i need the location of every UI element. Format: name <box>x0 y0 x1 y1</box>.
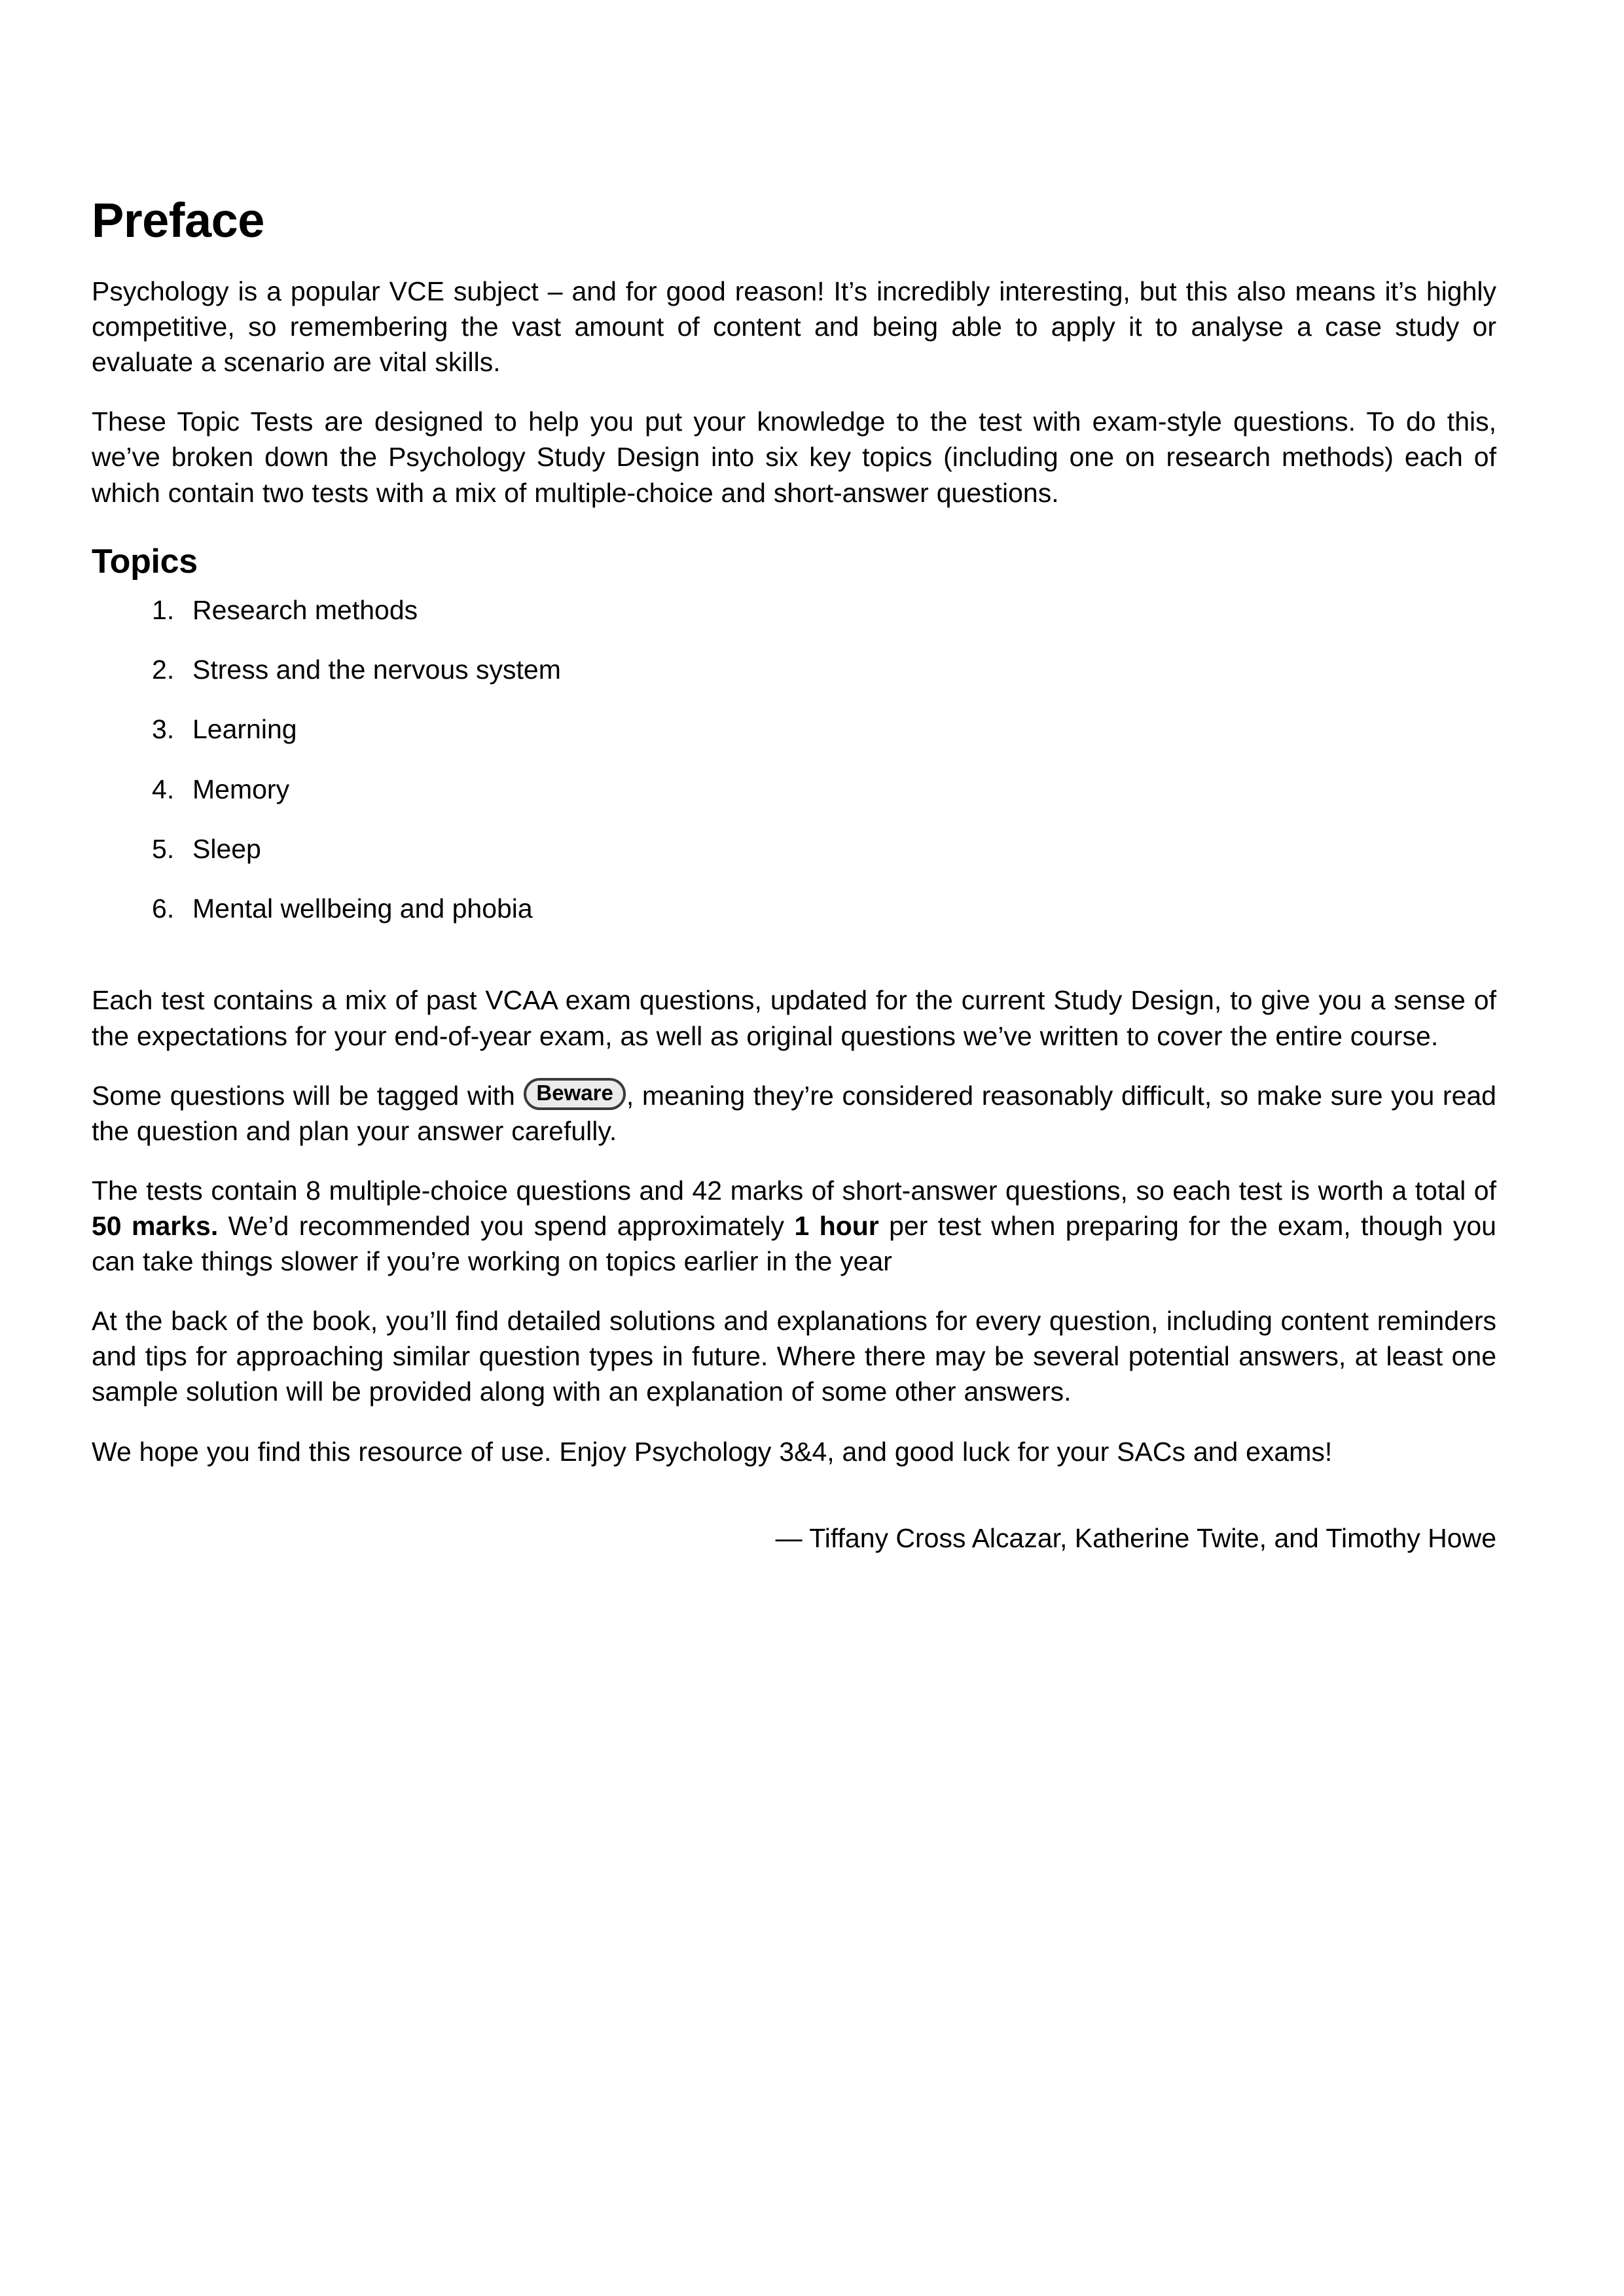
topics-heading: Topics <box>92 542 198 581</box>
paragraph-topic-tests: These Topic Tests are designed to help you put your knowledge to the test with exam-style questions. To do this, we’ve broken down the Psychology Study Design into six key topics (including one on research methods) each of which contain two tests with a mix of multiple-choice and short-answer questions. <box>92 406 1496 508</box>
paragraph-each-test: Each test contains a mix of past VCAA exam questions, updated for the current Study Design, to give you a sense of the expectations for your end-of-year exam, as well as original questions we’ve written to cover the entire course. <box>92 985 1496 1051</box>
topic-label: Memory <box>192 774 290 804</box>
author-signature: — Tiffany Cross Alcazar, Katherine Twite, and Timothy Howe <box>775 1522 1496 1553</box>
page-title: Preface <box>92 193 264 247</box>
topic-label: Sleep <box>192 833 261 864</box>
paragraph-beware <box>92 1078 1496 1149</box>
list-item <box>152 832 1496 867</box>
beware-text-before: Some questions will be tagged with <box>92 1080 524 1111</box>
marks-bold-duration: 1 hour <box>794 1210 879 1241</box>
list-item <box>152 712 1496 747</box>
beware-badge: Beware <box>524 1078 625 1110</box>
topic-label: Learning <box>192 714 297 745</box>
list-item <box>152 772 1496 807</box>
topic-label: Stress and the nervous system <box>192 654 561 685</box>
paragraph-marks <box>92 1173 1496 1279</box>
list-item <box>152 593 1496 628</box>
list-spacer <box>92 951 1496 982</box>
paragraph-intro: Psychology is a popular VCE subject – and for good reason! It’s incredibly interesting, but this also means it’s highly competitive, so remembering the vast amount of content and being able to apply it to analyse a case study or evaluate a scenario are vital skills. <box>92 276 1496 378</box>
preface-content <box>92 193 1496 1556</box>
list-item <box>152 653 1496 687</box>
topics-list <box>92 593 1496 927</box>
topic-label: Research methods <box>192 594 418 625</box>
marks-text-part3: per test when preparing for the exam, though you can take things slower if you’re working on topics earlier in the year <box>92 1210 1496 1277</box>
paragraph-closing: We hope you find this resource of use. Enjoy Psychology 3&4, and good luck for your SACs and exams! <box>92 1436 1333 1467</box>
topic-label: Mental wellbeing and phobia <box>192 893 533 924</box>
paragraph-back-of-book: At the back of the book, you’ll find detailed solutions and explanations for every question, including content reminders and tips for approaching similar question types in future. Where there may be several potential answers, at least one sample solution will be provided along with an explanation of some other answers. <box>92 1306 1496 1407</box>
marks-text-part1: The tests contain 8 multiple-choice questions and 42 marks of short-answer questions, so each test is worth a total of <box>92 1175 1496 1206</box>
beware-text-after: , meaning they’re considered reasonably difficult, so make sure you read the question and plan your answer carefully. <box>92 1080 1496 1146</box>
marks-text-part2: We’d recommended you spend approximately <box>218 1210 795 1241</box>
marks-bold-total: 50 marks. <box>92 1210 219 1241</box>
list-item <box>152 891 1496 926</box>
